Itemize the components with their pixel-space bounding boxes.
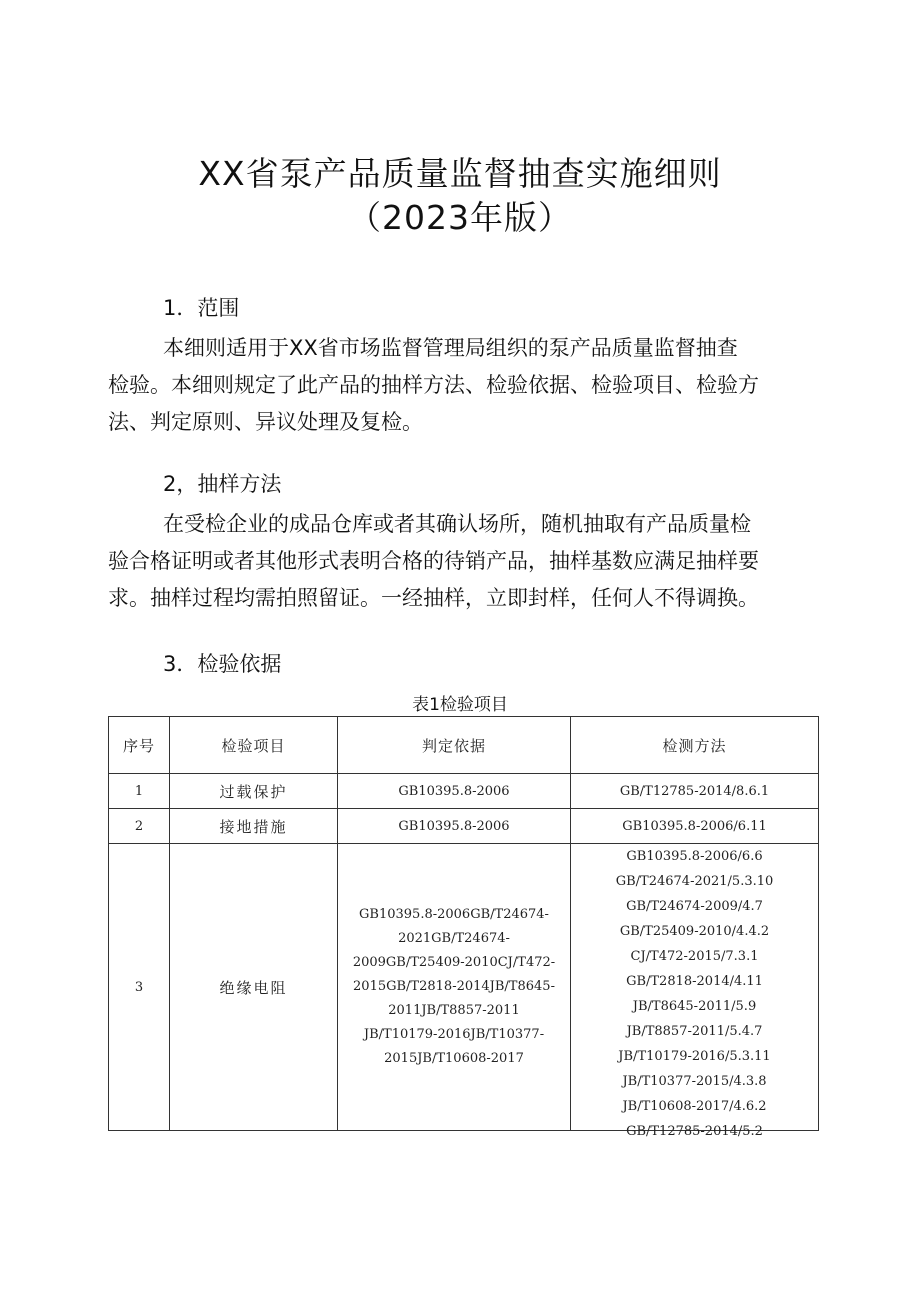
table-row <box>109 774 819 809</box>
cell-judgment-basis <box>338 844 571 1131</box>
cell-serial-no: 3 <box>109 844 170 1131</box>
document-title: XX省泵产品质量监督抽查实施细则 <box>198 154 722 193</box>
basis-line: JB/T10179-2016JB/T10377- <box>363 1027 545 1042</box>
test-method-list-viewport <box>571 844 818 1139</box>
basis-line: 2015GB/T2818-2014JB/T8645- <box>353 979 555 994</box>
section-1-line: 法、判定原则、异议处理及复检。 <box>108 410 423 434</box>
method-line: GB/T24674-2009/4.7 <box>626 899 763 914</box>
cell-test-method: GB10395.8-2006/6.11 <box>571 809 819 844</box>
cell-test-method: GB/T12785-2014/8.6.1 <box>571 774 819 809</box>
section-2-line: 求。抽样过程均需拍照留证。一经抽样，立即封样，任何人不得调换。 <box>108 586 759 610</box>
section-2-line: 验合格证明或者其他形式表明合格的待销产品，抽样基数应满足抽样要 <box>108 549 759 573</box>
basis-line: GB10395.8-2006GB/T24674- <box>359 907 549 922</box>
table-header-row <box>109 717 819 774</box>
table-row <box>109 809 819 844</box>
cell-judgment-basis: GB10395.8-2006 <box>338 774 571 809</box>
cell-inspection-item: 过载保护 <box>170 774 338 809</box>
cell-inspection-item: 绝缘电阻 <box>170 844 338 1131</box>
cell-test-method <box>571 844 819 1139</box>
section-3-heading: 3．检验依据 <box>163 652 282 676</box>
inspection-items-table <box>108 716 819 1139</box>
basis-line: 2011JB/T8857-2011 <box>388 1003 520 1018</box>
method-line: CJ/T472-2015/7.3.1 <box>630 949 759 964</box>
cell-serial-no: 2 <box>109 809 170 844</box>
document-subtitle-edition: （2023年版） <box>348 198 572 237</box>
section-2-paragraph <box>108 506 820 617</box>
basis-line: 2009GB/T25409-2010CJ/T472- <box>352 955 556 970</box>
section-1-heading: 1．范围 <box>163 296 240 320</box>
method-line: JB/T10179-2016/5.3.11 <box>618 1049 771 1064</box>
header-judgment-basis: 判定依据 <box>338 717 571 774</box>
method-line: JB/T10377-2015/4.3.8 <box>622 1074 767 1089</box>
cell-inspection-item: 接地措施 <box>170 809 338 844</box>
method-line: GB/T12785-2014/5.2 <box>626 1124 763 1139</box>
section-1-line: 检验。本细则规定了此产品的抽样方法、检验依据、检验项目、检验方 <box>108 373 759 397</box>
section-2-line: 在受检企业的成品仓库或者其确认场所，随机抽取有产品质量检 <box>163 512 751 536</box>
table-row <box>109 844 819 1131</box>
method-line: JB/T8857-2011/5.4.7 <box>626 1024 763 1039</box>
section-2-heading: 2，抽样方法 <box>163 472 282 496</box>
method-line: GB10395.8-2006/6.6 <box>626 849 763 864</box>
header-test-method: 检测方法 <box>571 717 819 774</box>
cell-serial-no: 1 <box>109 774 170 809</box>
method-line: GB/T24674-2021/5.3.10 <box>615 874 774 889</box>
test-method-list <box>571 844 818 1144</box>
basis-line: 2015JB/T10608-2017 <box>384 1051 524 1066</box>
header-serial-no: 序号 <box>109 717 170 774</box>
table-caption: 表1检验项目 <box>412 695 508 715</box>
method-line: GB/T25409-2010/4.4.2 <box>619 924 770 939</box>
header-inspection-item: 检验项目 <box>170 717 338 774</box>
method-line: GB/T2818-2014/4.11 <box>626 974 763 989</box>
judgment-basis-list <box>338 903 570 1071</box>
method-line: JB/T8645-2011/5.9 <box>632 999 757 1014</box>
section-1-paragraph <box>108 330 820 441</box>
cell-judgment-basis: GB10395.8-2006 <box>338 809 571 844</box>
basis-line: 2021GB/T24674- <box>398 931 510 946</box>
section-1-line: 本细则适用于XX省市场监督管理局组织的泵产品质量监督抽查 <box>163 336 738 360</box>
method-line: JB/T10608-2017/4.6.2 <box>622 1099 767 1114</box>
